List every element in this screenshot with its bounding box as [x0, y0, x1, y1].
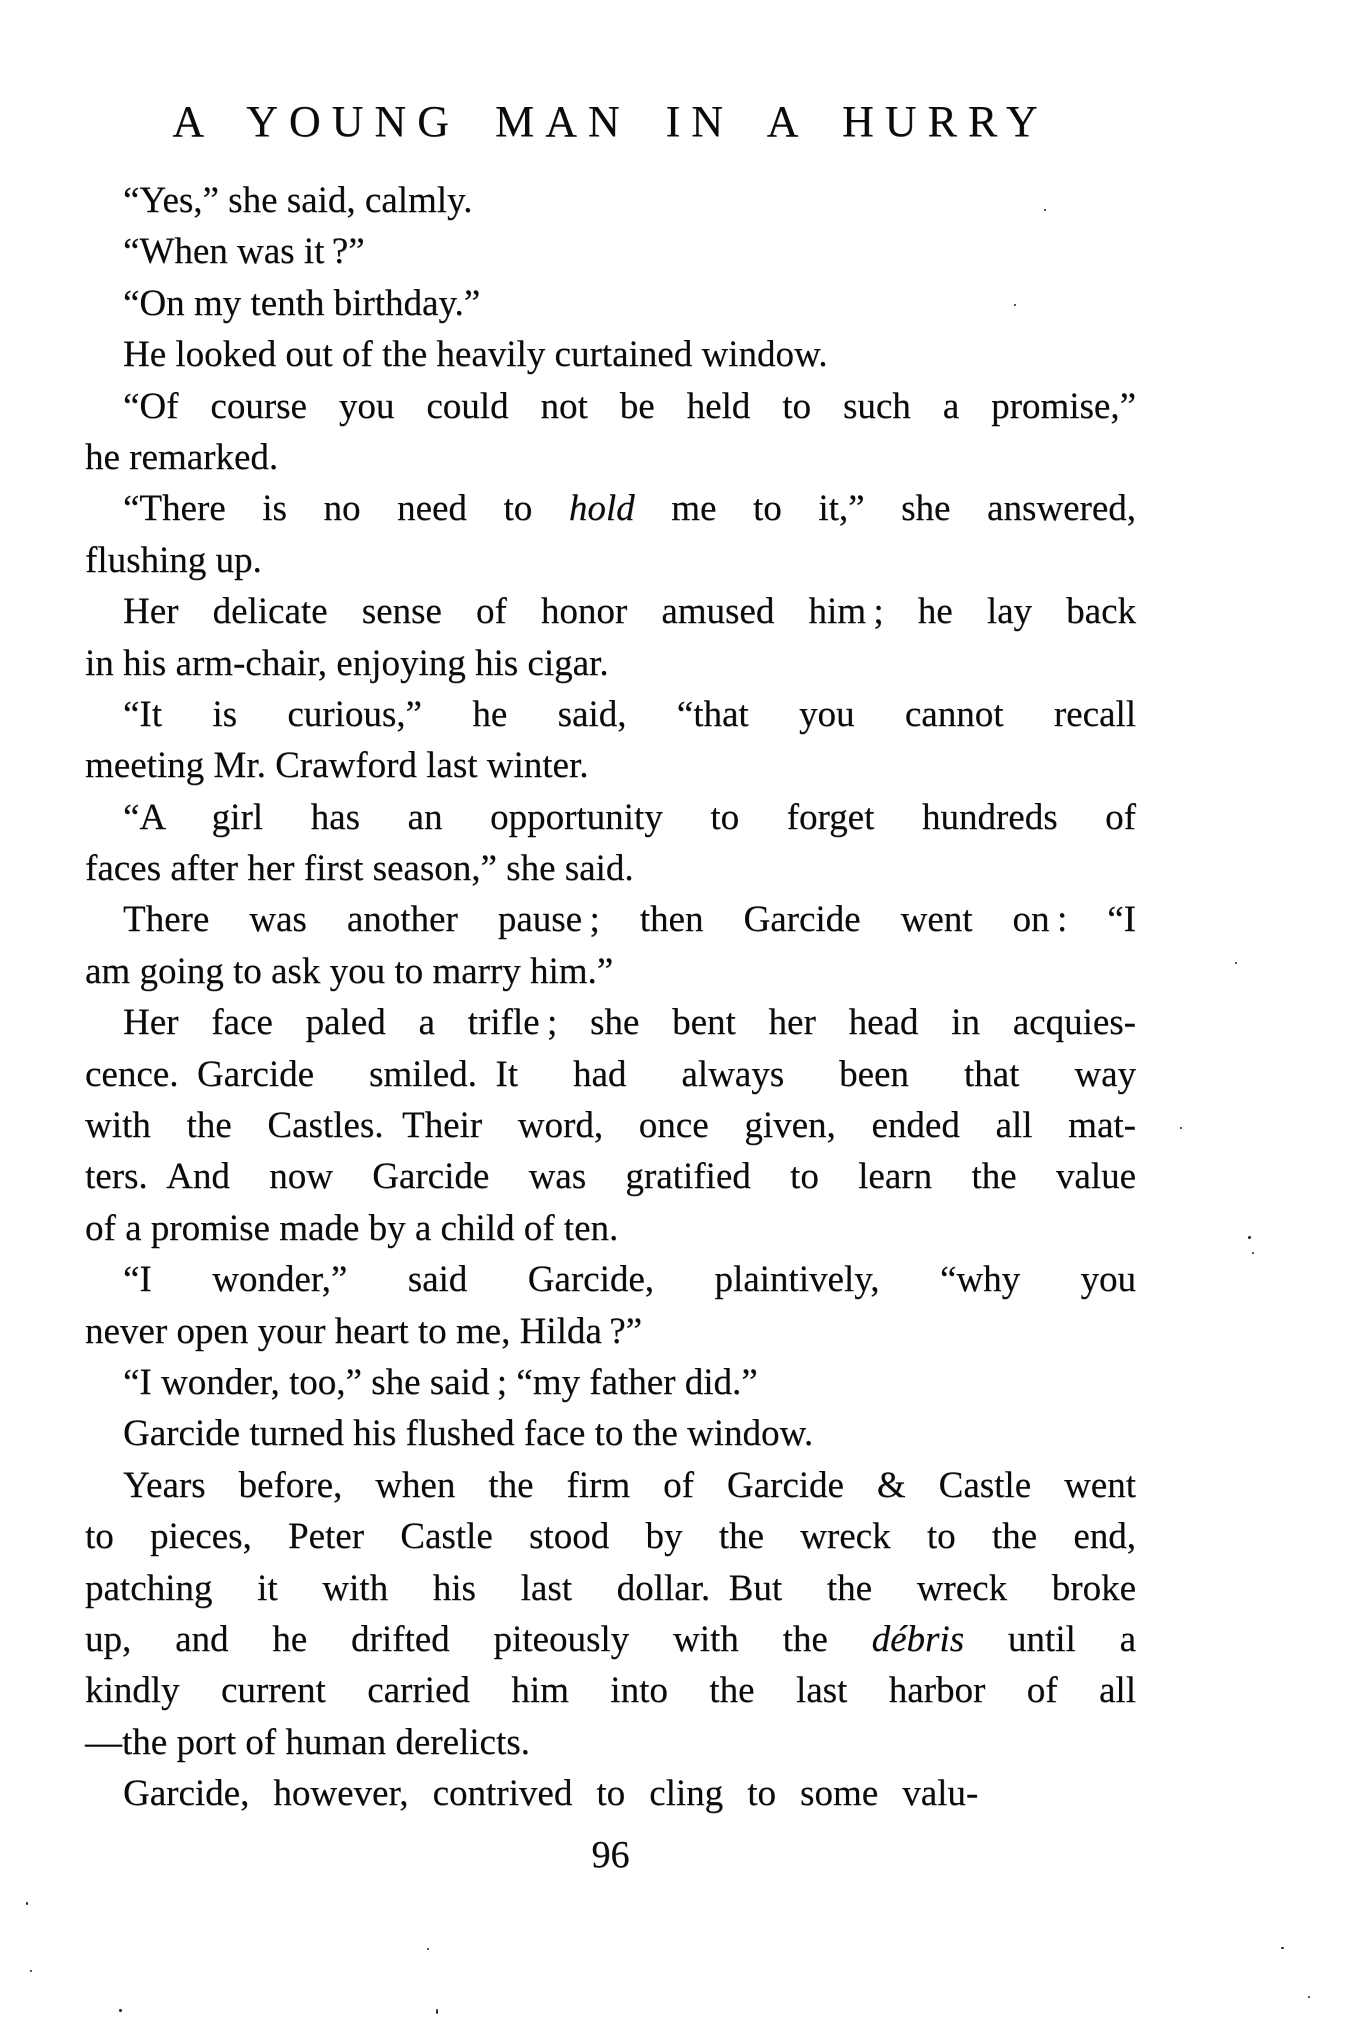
text-line: meeting Mr. Crawford last winter.: [85, 745, 589, 787]
text-line: “Of course you could not be held to such a promise,”: [123, 385, 1136, 427]
text-line: Garcide, however, contrived to cling to some valu-: [123, 1773, 979, 1815]
scan-artifact: [427, 1948, 429, 1950]
text-line: in his arm-chair, enjoying his cigar.: [85, 642, 609, 684]
scan-artifact: [1308, 1996, 1310, 1998]
scan-artifact: [1044, 209, 1046, 211]
text-line: —the port of human derelicts.: [85, 1721, 530, 1763]
body-text: [85, 175, 1136, 1820]
text-line: up, and he drifted piteously with the débris until a: [85, 1618, 1136, 1660]
text-line: There was another pause ; then Garcide went on : “I: [123, 899, 1136, 941]
text-line: flushing up.: [85, 539, 262, 581]
text-line: faces after her first season,” she said.: [85, 848, 634, 890]
text-line: “It is curious,” he said, “that you cannot recall: [123, 693, 1136, 735]
text-line: never open your heart to me, Hilda ?”: [85, 1310, 643, 1352]
scan-artifact: [26, 1902, 28, 1905]
scan-artifact: [1235, 962, 1237, 964]
text-line: “I wonder,” said Garcide, plaintively, “why you: [123, 1259, 1136, 1301]
text-line: cence. Garcide smiled. It had always been that way: [85, 1053, 1136, 1095]
scan-artifact: [119, 2009, 122, 2012]
text-line: patching it with his last dollar. But the wreck broke: [85, 1567, 1136, 1609]
scan-artifact: [1281, 1947, 1284, 1949]
text-line: “A girl has an opportunity to forget hundreds of: [123, 796, 1136, 838]
scan-artifact: [436, 2009, 438, 2014]
text-line: Garcide turned his flushed face to the window.: [123, 1413, 814, 1455]
text-line: “On my tenth birthday.”: [123, 282, 481, 324]
text-line: “When was it ?”: [123, 231, 365, 273]
text-line: “I wonder, too,” she said ; “my father did.”: [123, 1361, 758, 1403]
page-number: 96: [591, 1834, 630, 1876]
scan-artifact: [1180, 1127, 1182, 1129]
text-line: kindly current carried him into the last harbor of all: [85, 1670, 1136, 1712]
scan-artifact: [1014, 304, 1016, 306]
scan-artifact: [1252, 1252, 1254, 1254]
text-line: “Yes,” she said, calmly.: [123, 180, 473, 221]
text-line: Years before, when the firm of Garcide & Castle went: [123, 1464, 1136, 1506]
text-line: Her face paled a trifle ; she bent her head in acquies-: [123, 1002, 1136, 1044]
text-line: ters. And now Garcide was gratified to learn the value: [85, 1156, 1136, 1198]
text-line: am going to ask you to marry him.”: [85, 950, 614, 992]
running-header: A YOUNG MAN IN A HURRY: [172, 97, 1049, 146]
scan-artifact: [30, 1970, 32, 1972]
text-line: with the Castles. Their word, once given, ended all mat-: [85, 1105, 1136, 1147]
text-line: “There is no need to hold me to it,” she answered,: [123, 488, 1136, 530]
text-line: He looked out of the heavily curtained window.: [123, 334, 828, 376]
text-line: to pieces, Peter Castle stood by the wreck to the end,: [85, 1516, 1136, 1558]
text-line: Her delicate sense of honor amused him ; he lay back: [123, 591, 1136, 633]
text-line: of a promise made by a child of ten.: [85, 1207, 619, 1249]
scan-artifact: [1248, 1236, 1251, 1239]
text-line: he remarked.: [85, 436, 279, 478]
